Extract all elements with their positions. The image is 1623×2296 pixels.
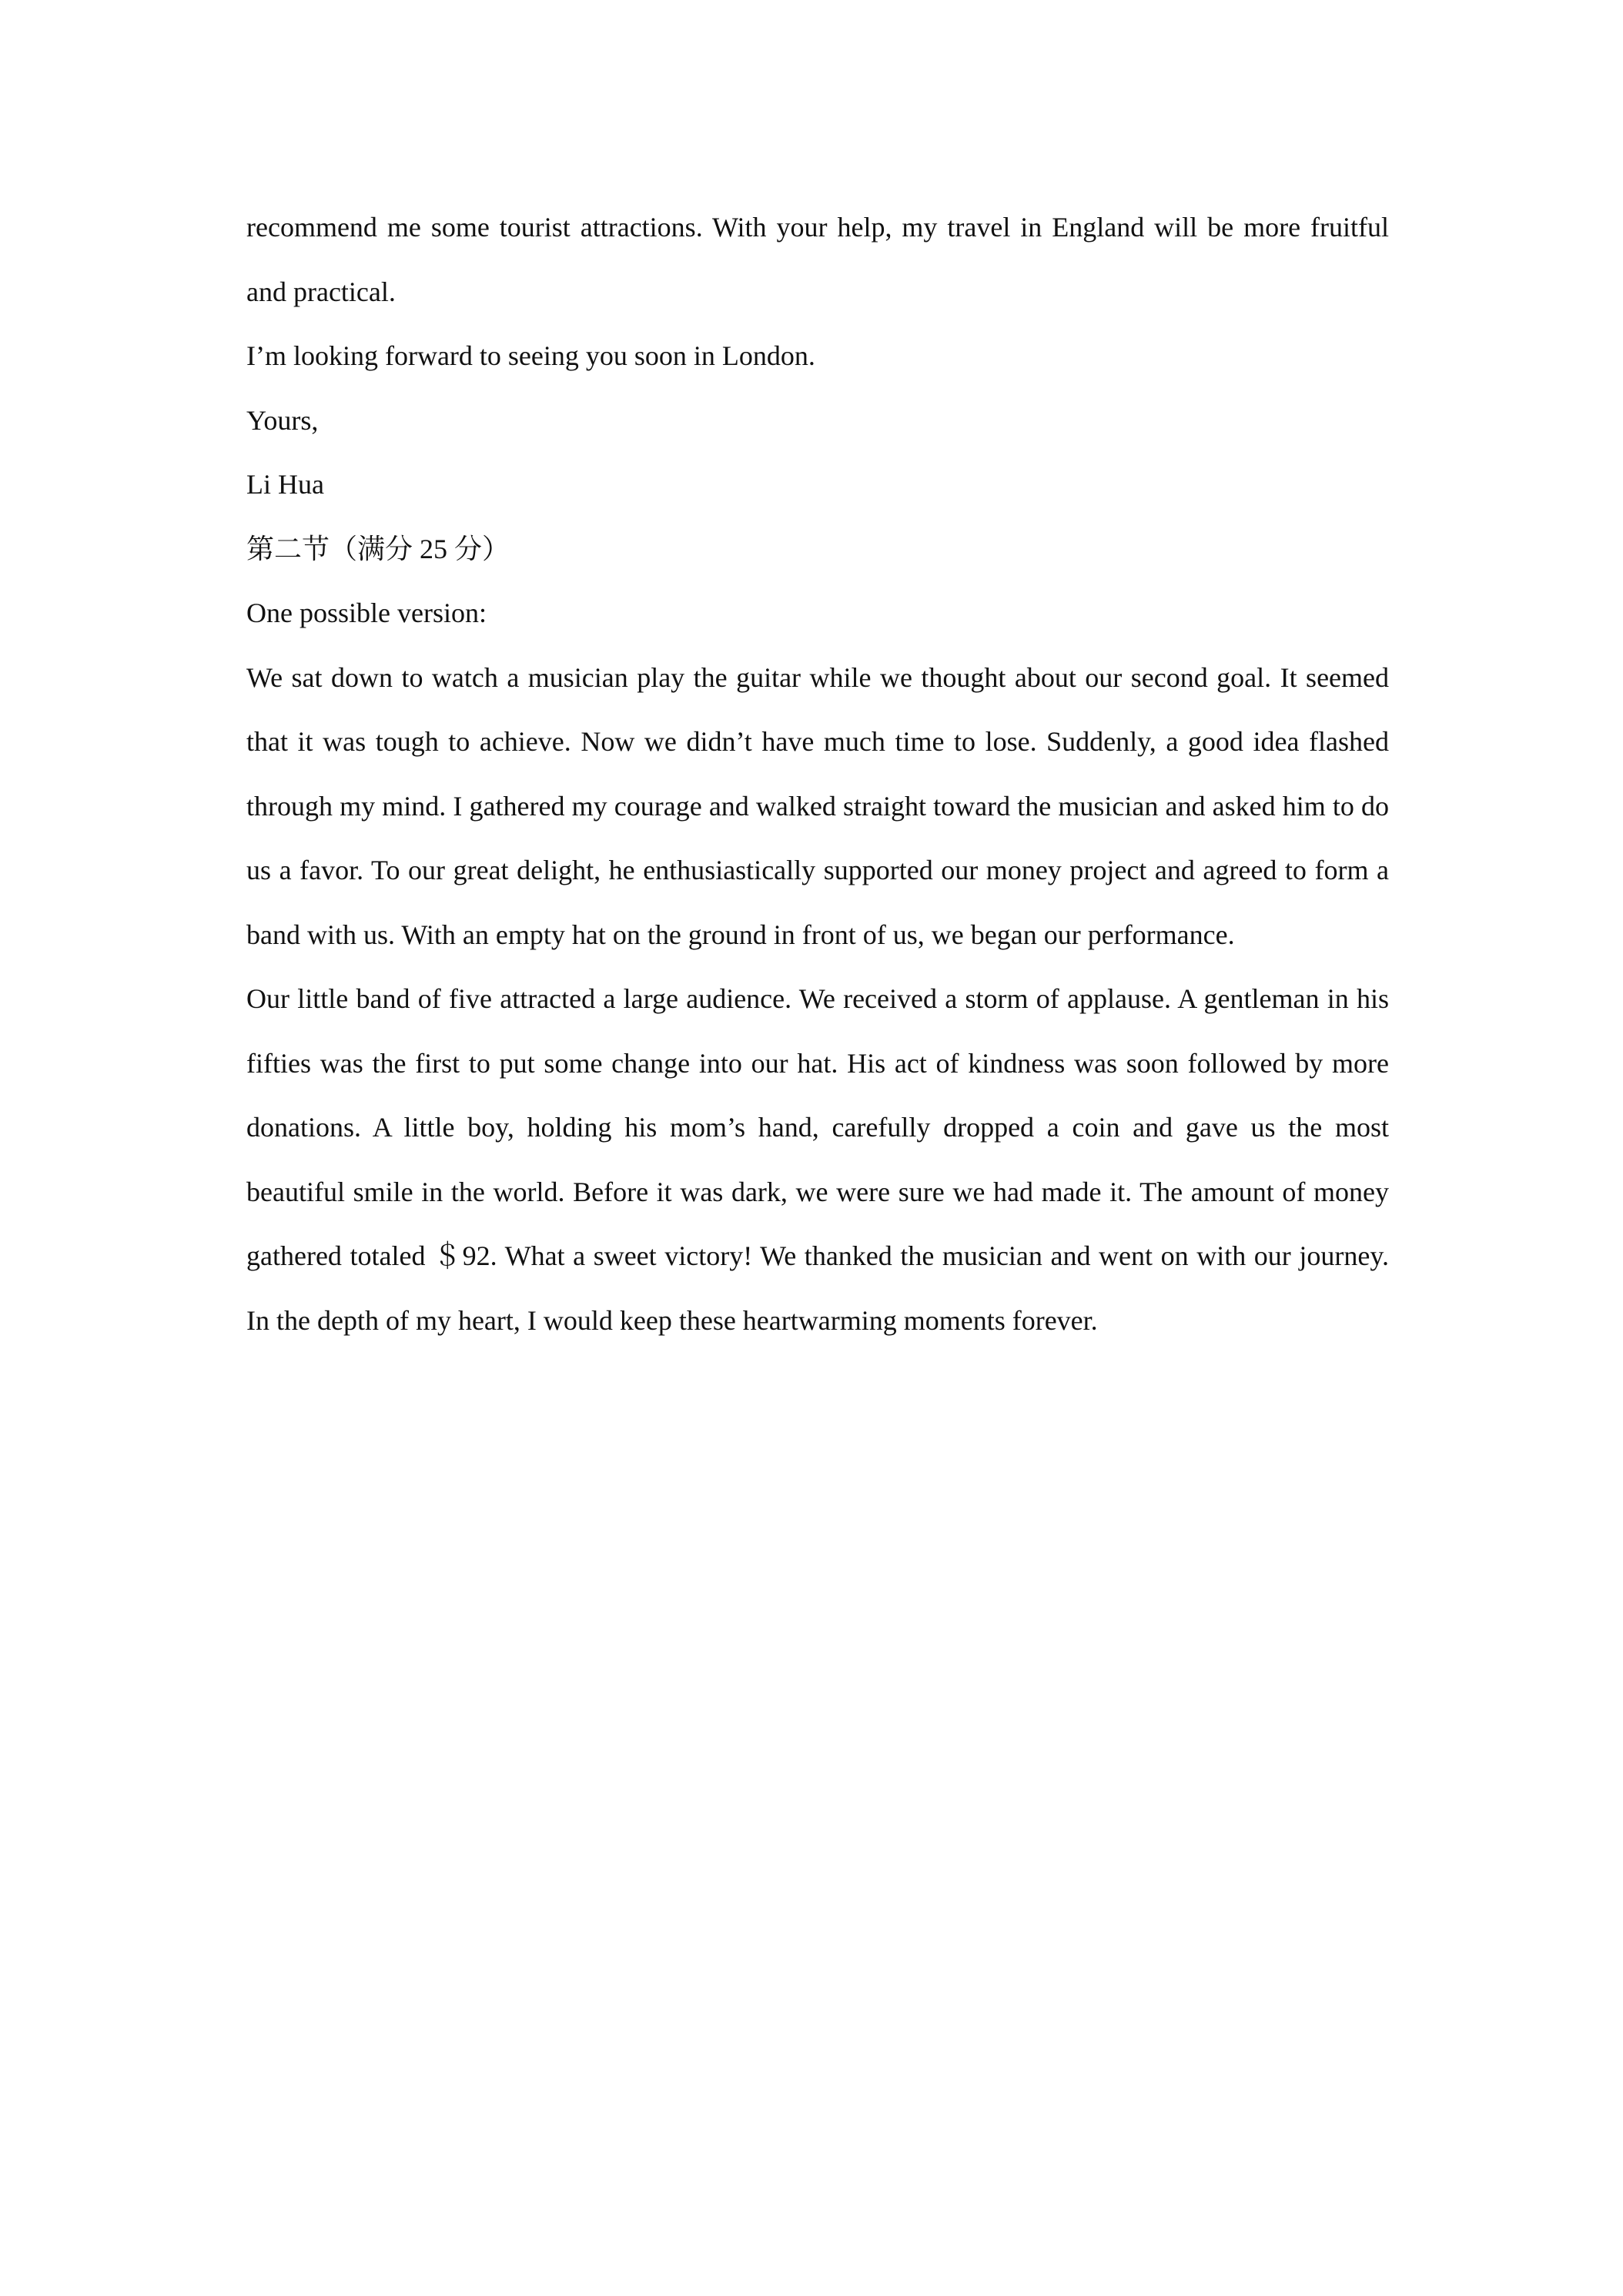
story-paragraph-2: Our little band of five attracted a large audience. We received a storm of applause. A gentleman in his fifties was the first to put some change into our hat. His act of kindness was soon followed by more donations. A little boy, holding his mom’s hand, carefully dropped a coin and gave us the most beautiful smile in the world. Before it was dark, we were sure we had made it. The amount of money gathered totaled ＄92. What a sweet victory! We thanked the musician and went on with our journey. In the depth of my heart, I would keep these heartwarming moments forever. (246, 983, 1389, 1336)
letter-closing-paragraph: recommend me some tourist attractions. With your help, my travel in England will be more fruitful and practical. (246, 212, 1389, 307)
story-paragraph-1: We sat down to watch a musician play the guitar while we thought about our second goal. It seemed that it was tough to achieve. Now we didn’t have much time to lose. Suddenly, a good idea flashed through my mind. I gathered my courage and walked straight toward the musician and asked him to do us a favor. To our great delight, he enthusiastically supported our money project and agreed to form a band with us. With an empty hat on the ground in front of us, we began our performance. (246, 661, 1389, 950)
document-body (246, 196, 1389, 1353)
letter-looking-forward: I’m looking forward to seeing you soon in London. (246, 340, 815, 371)
letter-sign-off: Yours, (246, 404, 319, 436)
letter-signature: Li Hua (246, 469, 324, 500)
version-label: One possible version: (246, 597, 487, 628)
section-heading: 第二节（满分 25 分） (246, 533, 510, 564)
